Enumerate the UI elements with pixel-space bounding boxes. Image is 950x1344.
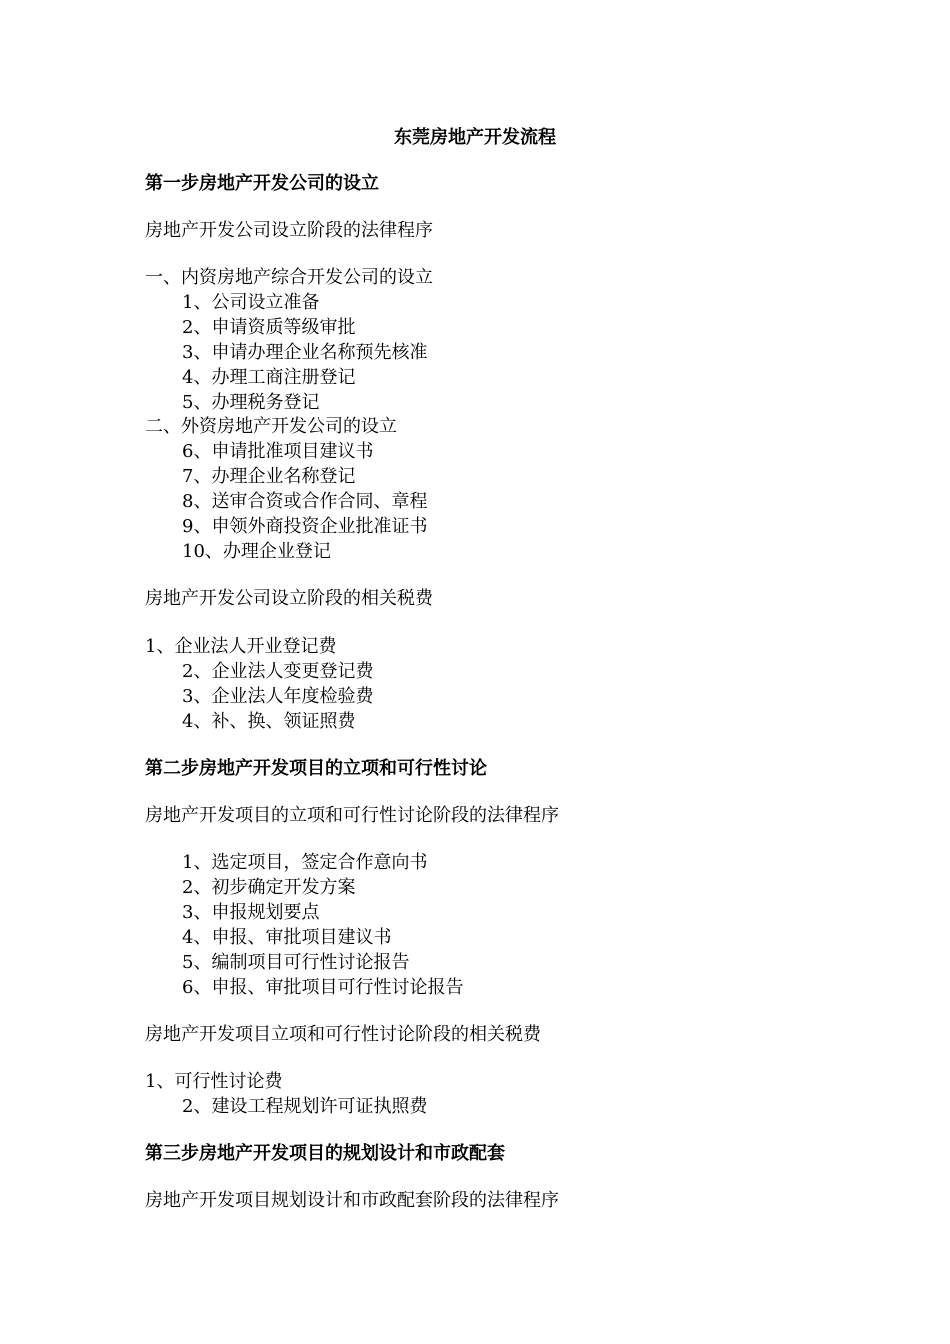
section3-legal-heading: 房地产开发项目规划设计和市政配套阶段的法律程序: [145, 1190, 559, 1211]
list-item: 4、办理工商注册登记: [182, 367, 356, 388]
list-item: 1、企业法人开业登记费: [145, 636, 337, 657]
section2-heading: 第二步房地产开发项目的立项和可行性讨论: [145, 758, 487, 779]
document-title: 东莞房地产开发流程: [394, 127, 556, 148]
list-item: 4、补、换、领证照费: [182, 711, 356, 732]
list-item: 2、企业法人变更登记费: [182, 661, 374, 682]
list-item: 3、企业法人年度检验费: [182, 686, 374, 707]
list-item: 5、办理税务登记: [182, 392, 320, 413]
list-item: 3、申请办理企业名称预先核准: [182, 342, 428, 363]
list-item: 2、建设工程规划许可证执照费: [182, 1096, 428, 1117]
list-item: 1、可行性讨论费: [145, 1071, 283, 1092]
section2-fees-heading: 房地产开发项目立项和可行性讨论阶段的相关税费: [145, 1024, 541, 1045]
section1-legal-heading: 房地产开发公司设立阶段的法律程序: [145, 220, 433, 241]
section2-legal-heading: 房地产开发项目的立项和可行性讨论阶段的法律程序: [145, 805, 559, 826]
list-item: 6、申报、审批项目可行性讨论报告: [182, 977, 464, 998]
section1-fees-heading: 房地产开发公司设立阶段的相关税费: [145, 588, 433, 609]
section1-foreign-heading: 二、外资房地产开发公司的设立: [145, 416, 397, 437]
list-item: 10、办理企业登记: [182, 541, 331, 562]
list-item: 4、申报、审批项目建议书: [182, 927, 392, 948]
list-item: 7、办理企业名称登记: [182, 466, 356, 487]
list-item: 5、编制项目可行性讨论报告: [182, 952, 410, 973]
list-item: 6、申请批准项目建议书: [182, 441, 374, 462]
list-item: 2、申请资质等级审批: [182, 317, 356, 338]
list-item: 9、申领外商投资企业批准证书: [182, 516, 428, 537]
list-item: 1、选定项目，签定合作意向书: [182, 852, 428, 873]
section1-heading: 第一步房地产开发公司的设立: [145, 173, 379, 194]
list-item: 8、送审合资或合作合同、章程: [182, 491, 428, 512]
list-item: 2、初步确定开发方案: [182, 877, 356, 898]
section3-heading: 第三步房地产开发项目的规划设计和市政配套: [145, 1143, 505, 1164]
list-item: 3、申报规划要点: [182, 902, 320, 923]
list-item: 1、公司设立准备: [182, 292, 320, 313]
section1-domestic-heading: 一、内资房地产综合开发公司的设立: [145, 267, 433, 288]
